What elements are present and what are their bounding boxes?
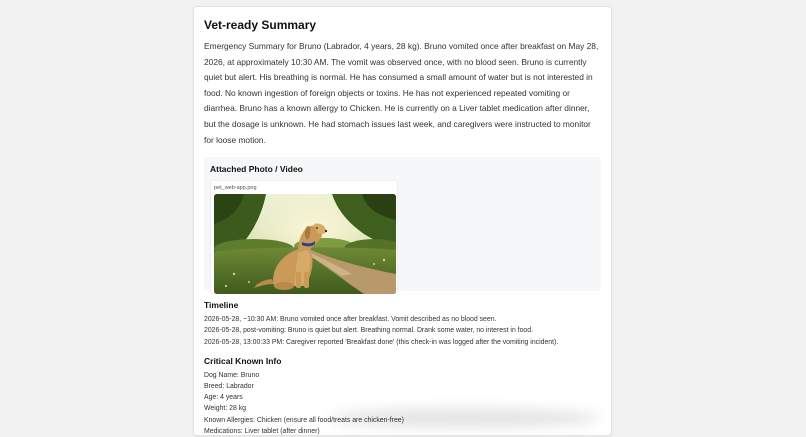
info-age: Age: 4 years [204,394,243,402]
timeline-entry: 2026-05-28, 13:00:33 PM: Caregiver reported 'Breakfast done' (this check-in was logged after the vomiting incident). [204,338,559,346]
floating-shadow [330,408,600,428]
attachment-section [204,157,601,291]
attachment-heading: Attached Photo / Video [210,164,303,175]
timeline-entry: 2026-05-28, ~10:30 AM: Bruno vomited once after breakfast. Vomit described as no blood seen. [204,316,497,324]
page-title: Vet-ready Summary [204,18,317,32]
timeline-heading: Timeline [204,300,239,311]
info-weight: Weight: 28 kg [204,405,247,413]
attachment-filename: pet_web-app.png [214,185,257,192]
timeline-section [204,299,601,348]
timeline-entry: 2026-05-28, post-vomiting: Bruno is quiet but alert. Breathing normal. Drank some water, no interest in food. [204,327,534,335]
info-allergies: Known Allergies: Chicken (ensure all food/treats are chicken-free) [204,416,404,424]
critical-info-heading: Critical Known Info [204,355,282,366]
attachment-file[interactable] [210,180,398,294]
dog-photo[interactable] [214,194,396,294]
info-dog-name: Dog Name: Bruno [204,371,260,379]
info-breed: Breed: Labrador [204,382,254,390]
summary-paragraph: Emergency Summary for Bruno (Labrador, 4 years, 28 kg). Bruno vomited once after breakfast on May 28, 2026, at approximately 10:30 AM. The vomit was observed once, with no blood seen. Bruno is currently quiet but alert. His breathing is normal. He has consumed a small amount of water but is not interested in food. No known ingestion of foreign objects or toxins. He has not experienced repeated vomiting or diarrhea. Bruno has a known allergy to Chicken. He is currently on a Liver tablet medication after dinner, but the dosage is unknown. He had stomach issues last week, and caregivers were instructed to monitor for loose motion. [204,41,599,145]
info-medications: Medications: Liver tablet (after dinner) [204,427,320,435]
vet-summary-card [193,6,612,436]
